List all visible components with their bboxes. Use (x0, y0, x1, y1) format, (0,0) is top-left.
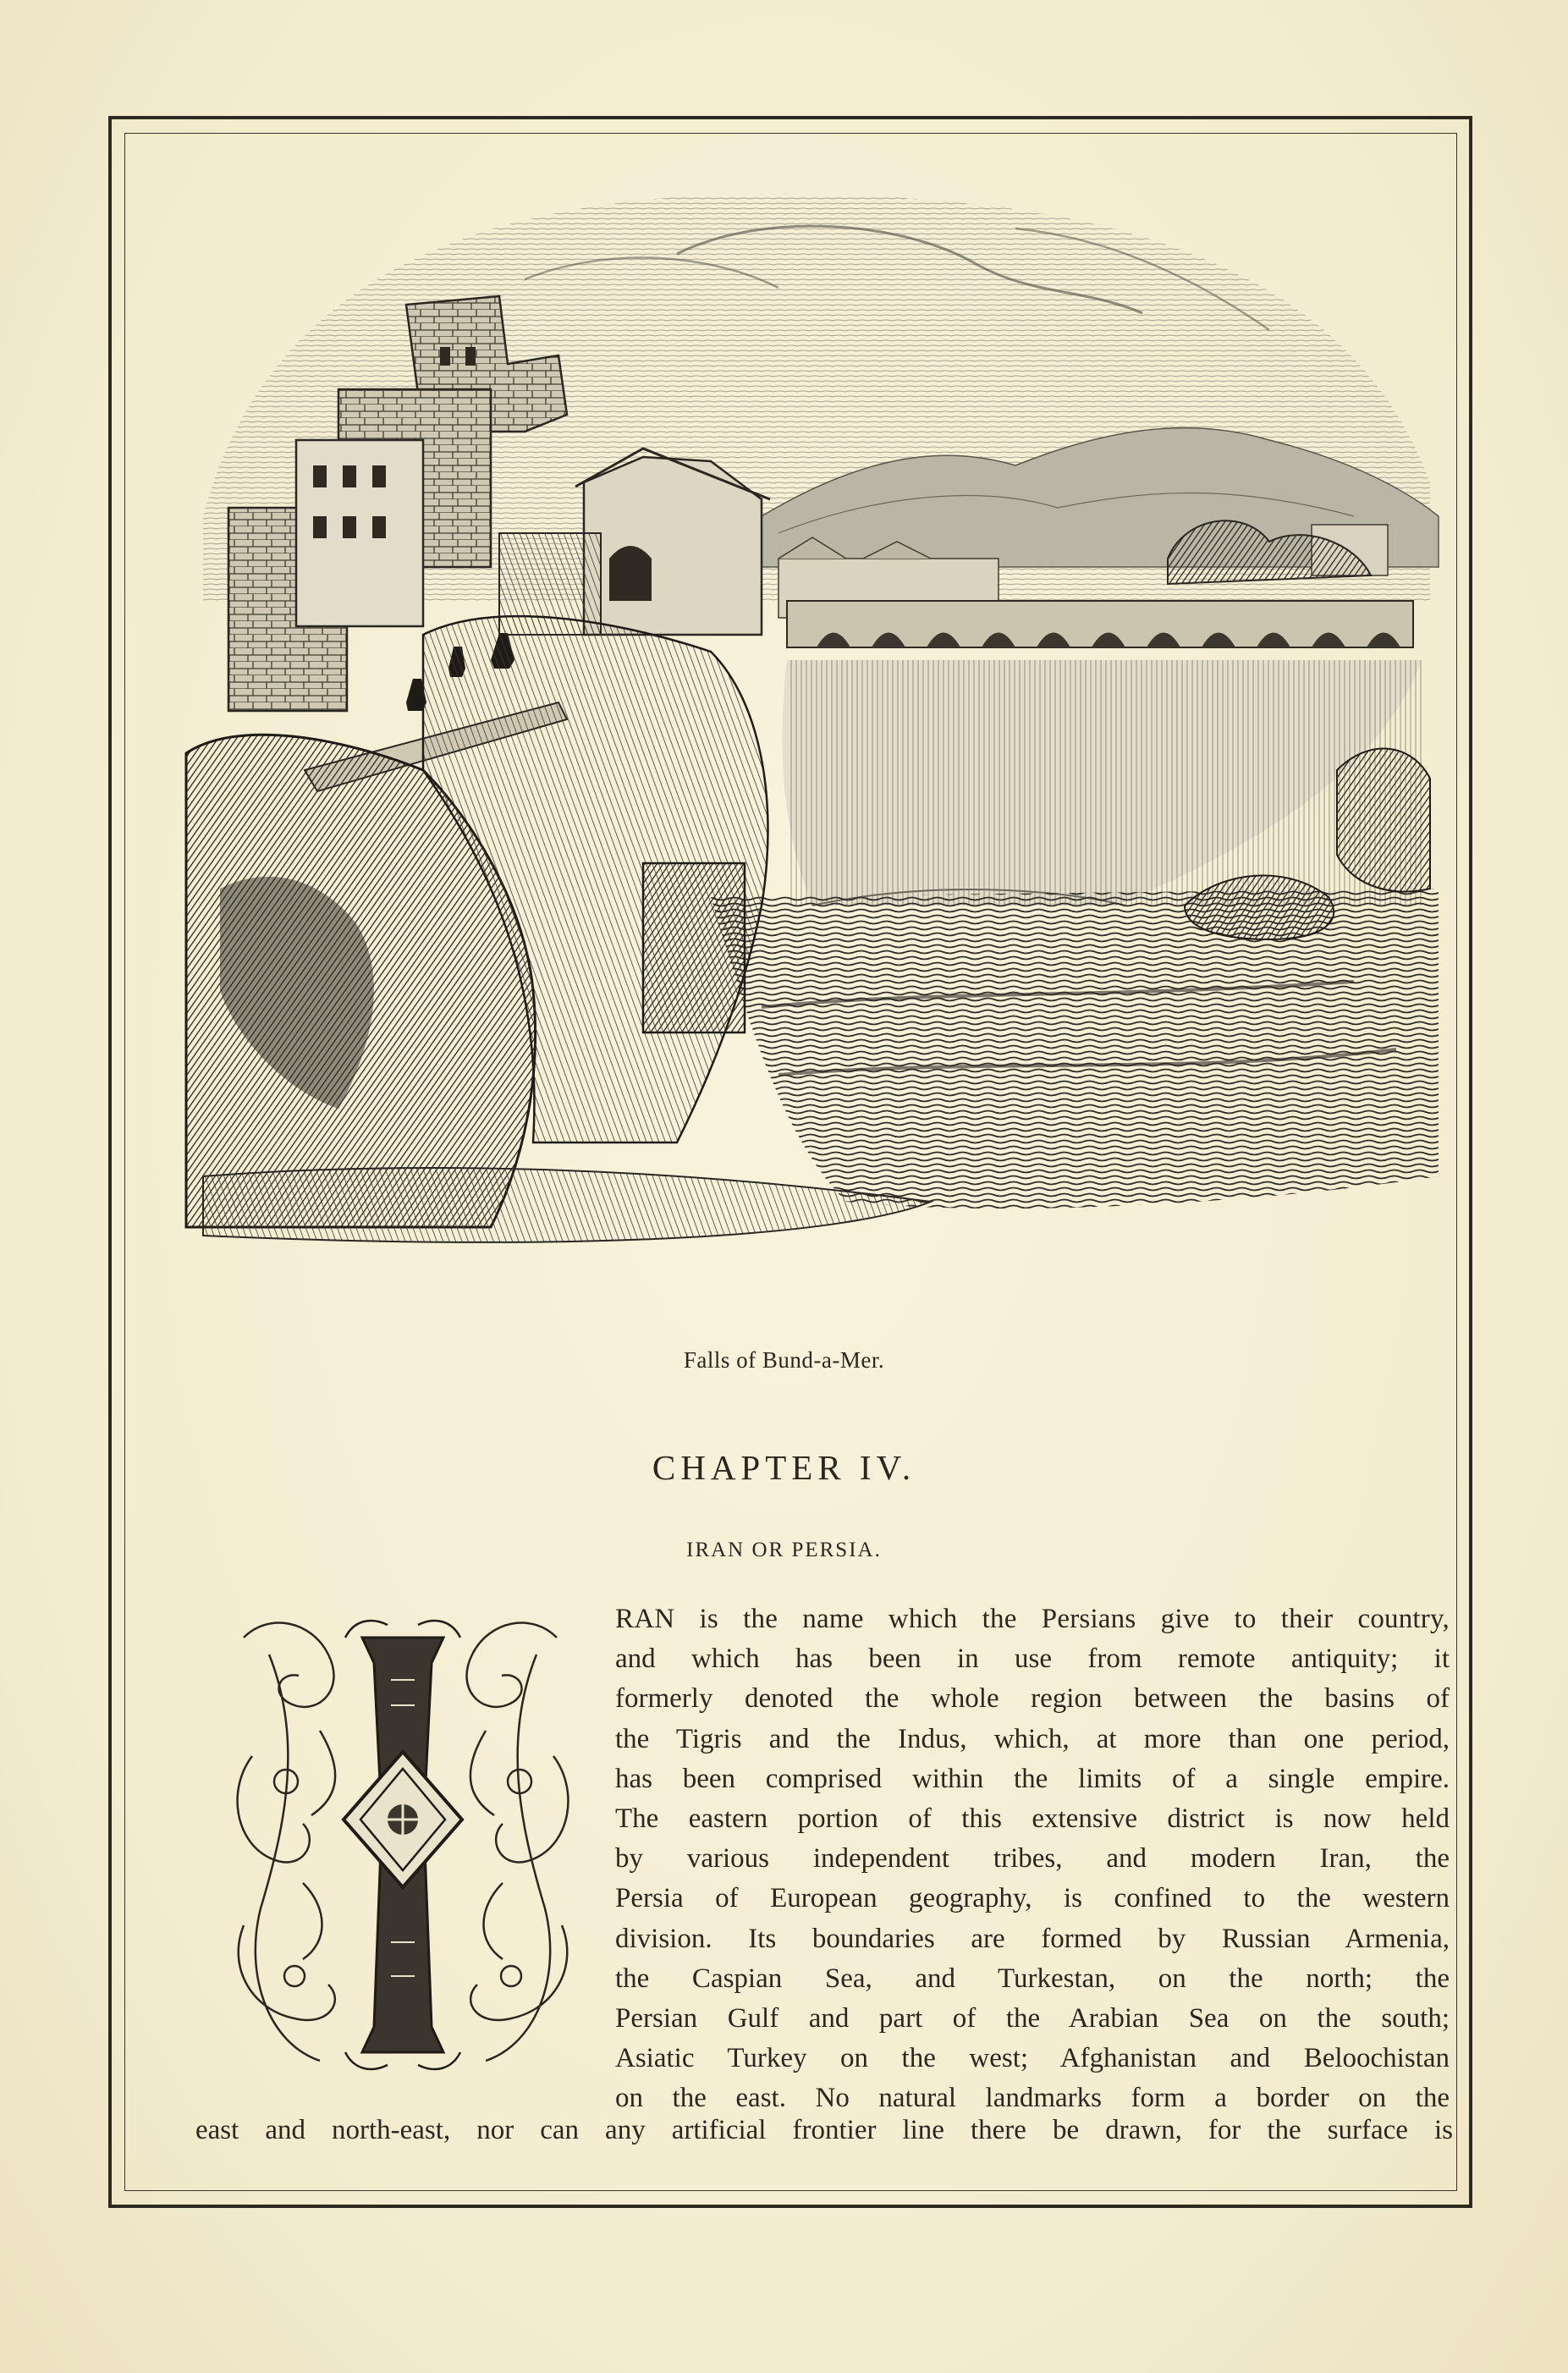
ornamental-initial-letter (218, 1604, 587, 2078)
body-line: Persia of European geography, is confined to the western (615, 1883, 1450, 1914)
body-line: Persian Gulf and part of the Arabian Sea on the south; (615, 2002, 1450, 2034)
body-line: the Caspian Sea, and Turkestan, on the north; the (615, 1963, 1450, 1994)
falls-engraving (169, 161, 1455, 1303)
illustration-caption: Falls of Bund-a-Mer. (683, 1347, 885, 1373)
body-line: by various independent tribes, and modern Iran, the (615, 1843, 1450, 1875)
body-line: RAN is the name which the Persians give to their country, (615, 1604, 1450, 1634)
body-line: the Tigris and the Indus, which, at more than one period, (615, 1723, 1450, 1754)
body-line: and which has been in use from remote antiquity; it (615, 1643, 1450, 1675)
body-line: division. Its boundaries are formed by Russian Armenia, (615, 1923, 1450, 1954)
body-line: on the east. No natural landmarks form a border on the (615, 2083, 1450, 2114)
chapter-subtitle: IRAN OR PERSIA. (686, 1539, 882, 1561)
body-line: formerly denoted the whole region between the basins of (615, 1683, 1450, 1715)
chapter-heading: CHAPTER IV. (652, 1448, 916, 1487)
body-line: Asiatic Turkey on the west; Afghanistan and Beloochistan (615, 2043, 1450, 2074)
body-line: has been comprised within the limits of a single empire. (615, 1763, 1450, 1794)
body-text-indented (615, 1599, 1450, 2118)
body-line: The eastern portion of this extensive district is now held (615, 1803, 1450, 1834)
body-line-full-width: east and north-east, nor can any artificial frontier line there be drawn, for the surface is (195, 2115, 1453, 2145)
